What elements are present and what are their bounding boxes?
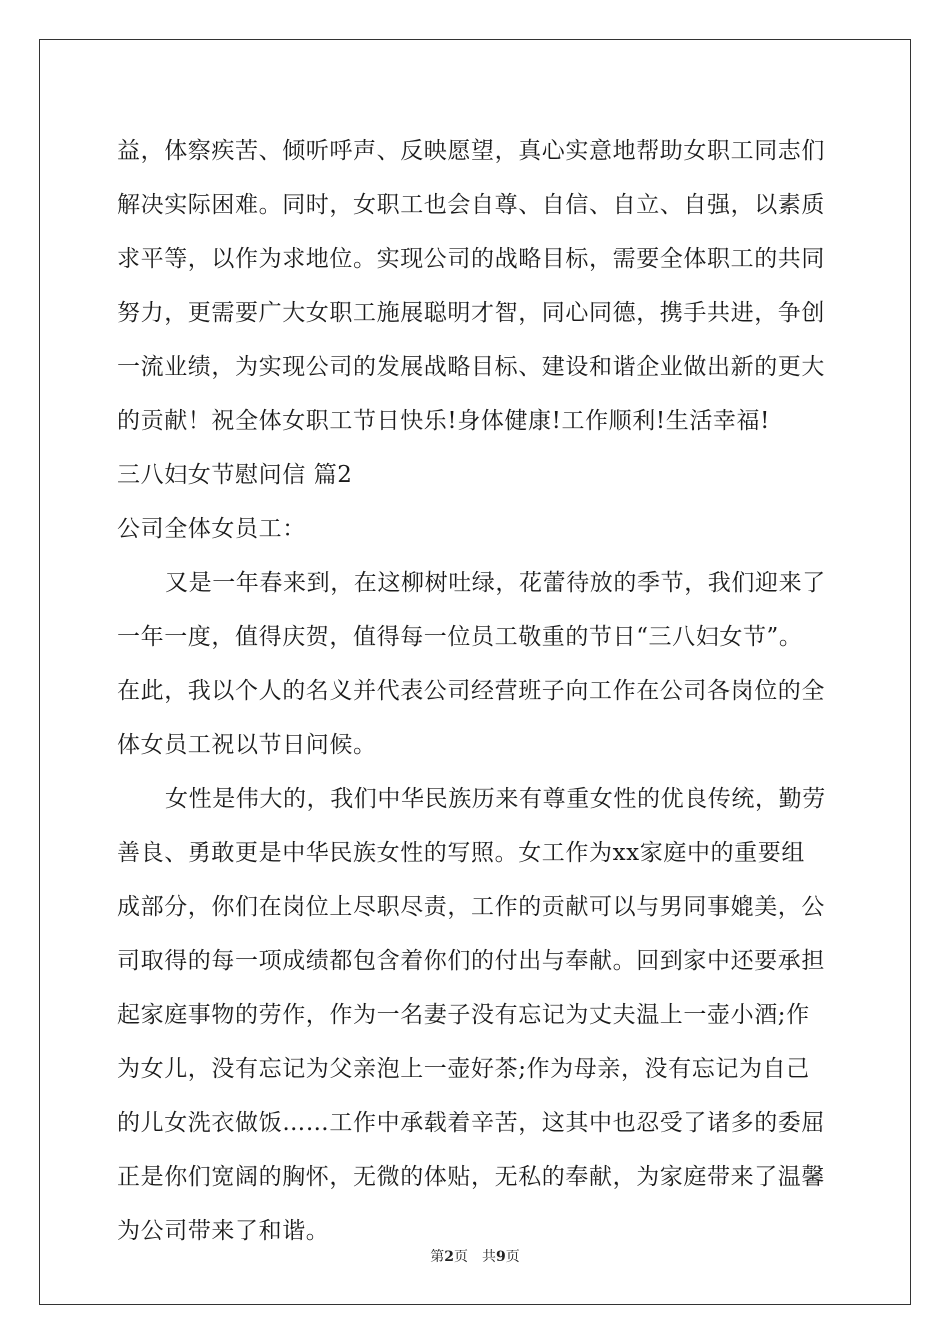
text-line: 司取得的每一项成绩都包含着你们的付出与奉献。回到家中还要承担 <box>117 948 825 974</box>
text-line: 为女儿，没有忘记为父亲泡上一壶好茶;作为母亲，没有忘记为自己 <box>117 1056 810 1082</box>
text-line: 正是你们宽阔的胸怀，无微的体贴，无私的奉献，为家庭带来了温馨 <box>117 1164 825 1190</box>
text-line: 的贡献！祝全体女职工节日快乐!身体健康!工作顺利!生活幸福! <box>117 408 770 434</box>
text-line: 体女员工祝以节日问候。 <box>117 732 377 758</box>
text-line: 一流业绩，为实现公司的发展战略目标、建设和谐企业做出新的更大 <box>117 354 825 380</box>
document-body <box>117 128 833 1262</box>
text-line: 成部分，你们在岗位上尽职尽责，工作的贡献可以与男同事媲美，公 <box>117 894 825 920</box>
footer-prefix: 第 <box>430 1249 445 1265</box>
page-footer <box>0 1246 950 1266</box>
footer-middle: 页 共 <box>454 1249 496 1265</box>
text-line: 公司全体女员工： <box>117 516 306 542</box>
text-line: 三八妇女节慰问信 篇2 <box>117 462 353 488</box>
text-line: 益，体察疾苦、倾听呼声、反映愿望，真心实意地帮助女职工同志们 <box>117 138 825 164</box>
total-pages-number: 9 <box>496 1249 506 1265</box>
footer-suffix: 页 <box>505 1249 520 1265</box>
text-line: 又是一年春来到，在这柳树吐绿，花蕾待放的季节，我们迎来了 <box>165 570 826 596</box>
text-line: 起家庭事物的劳作，作为一名妻子没有忘记为丈夫温上一壶小酒;作 <box>117 1002 810 1028</box>
current-page-number: 2 <box>444 1249 454 1265</box>
text-line: 努力，更需要广大女职工施展聪明才智，同心同德，携手共进，争创 <box>117 300 825 326</box>
text-line: 一年一度，值得庆贺，值得每一位员工敬重的节日“三八妇女节”。 <box>117 624 803 650</box>
text-line: 女性是伟大的，我们中华民族历来有尊重女性的优良传统，勤劳 <box>165 786 826 812</box>
text-line: 为公司带来了和谐。 <box>117 1218 330 1244</box>
text-line: 的儿女洗衣做饭……工作中承载着辛苦，这其中也忍受了诸多的委屈 <box>117 1110 825 1136</box>
text-line: 解决实际困难。同时，女职工也会自尊、自信、自立、自强，以素质 <box>117 192 825 218</box>
text-line: 求平等，以作为求地位。实现公司的战略目标，需要全体职工的共同 <box>117 246 825 272</box>
text-line: 在此，我以个人的名义并代表公司经营班子向工作在公司各岗位的全 <box>117 678 825 704</box>
text-line: 善良、勇敢更是中华民族女性的写照。女工作为xx家庭中的重要组 <box>117 840 805 866</box>
